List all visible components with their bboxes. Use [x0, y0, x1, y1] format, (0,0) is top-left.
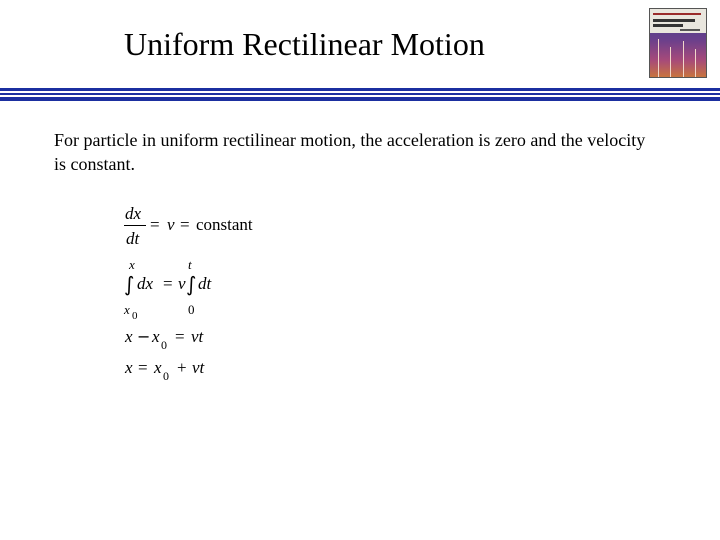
- eq2-equals: =: [163, 274, 173, 293]
- eq3-equals: =: [175, 327, 185, 346]
- eq3-minus: −: [137, 327, 151, 346]
- eq2-upper-x: x: [129, 257, 135, 272]
- eq3-vt: vt: [191, 327, 204, 346]
- eq1-constant: constant: [196, 215, 253, 234]
- eq1-numerator: dx: [125, 204, 142, 223]
- slide-title: Uniform Rectilinear Motion: [124, 26, 485, 62]
- eq4-x0: x: [154, 358, 162, 377]
- eq2-dt: dt: [198, 274, 212, 293]
- eq2-lower-sub: 0: [132, 310, 138, 322]
- eq2-dx: dx: [137, 274, 154, 293]
- header-rule-bottom: [0, 97, 720, 101]
- eq4-x0-sub: 0: [163, 369, 169, 383]
- eq3-x0-sub: 0: [161, 338, 167, 352]
- eq2-v: v: [178, 274, 186, 293]
- eq4-x: x: [125, 358, 133, 377]
- eq1-denominator: dt: [126, 229, 140, 248]
- eq1-equals: =: [150, 215, 160, 234]
- eq4-equals: =: [138, 358, 148, 377]
- body-paragraph: For particle in uniform rectilinear motion, the acceleration is zero and the velocity is constant.: [54, 130, 646, 174]
- eq2-integral-sign-2: ∫: [186, 272, 197, 296]
- eq1-equals-2: =: [180, 215, 190, 234]
- eq3-x: x: [125, 327, 133, 346]
- eq2-integral-sign: ∫: [124, 272, 135, 296]
- eq2-lower-zero: 0: [188, 302, 195, 317]
- eq4-plus: +: [177, 358, 187, 377]
- eq1-fraction-bar: [124, 225, 146, 226]
- book-cover-image: [650, 9, 706, 77]
- eq1-v: v: [167, 215, 175, 234]
- eq2-upper-t: t: [188, 257, 192, 272]
- header-rule-top: [0, 88, 720, 91]
- eq2-lower-x: x: [124, 302, 130, 317]
- eq4-vt: vt: [192, 358, 205, 377]
- eq3-x0: x: [152, 327, 160, 346]
- header-rule-middle: [0, 93, 720, 95]
